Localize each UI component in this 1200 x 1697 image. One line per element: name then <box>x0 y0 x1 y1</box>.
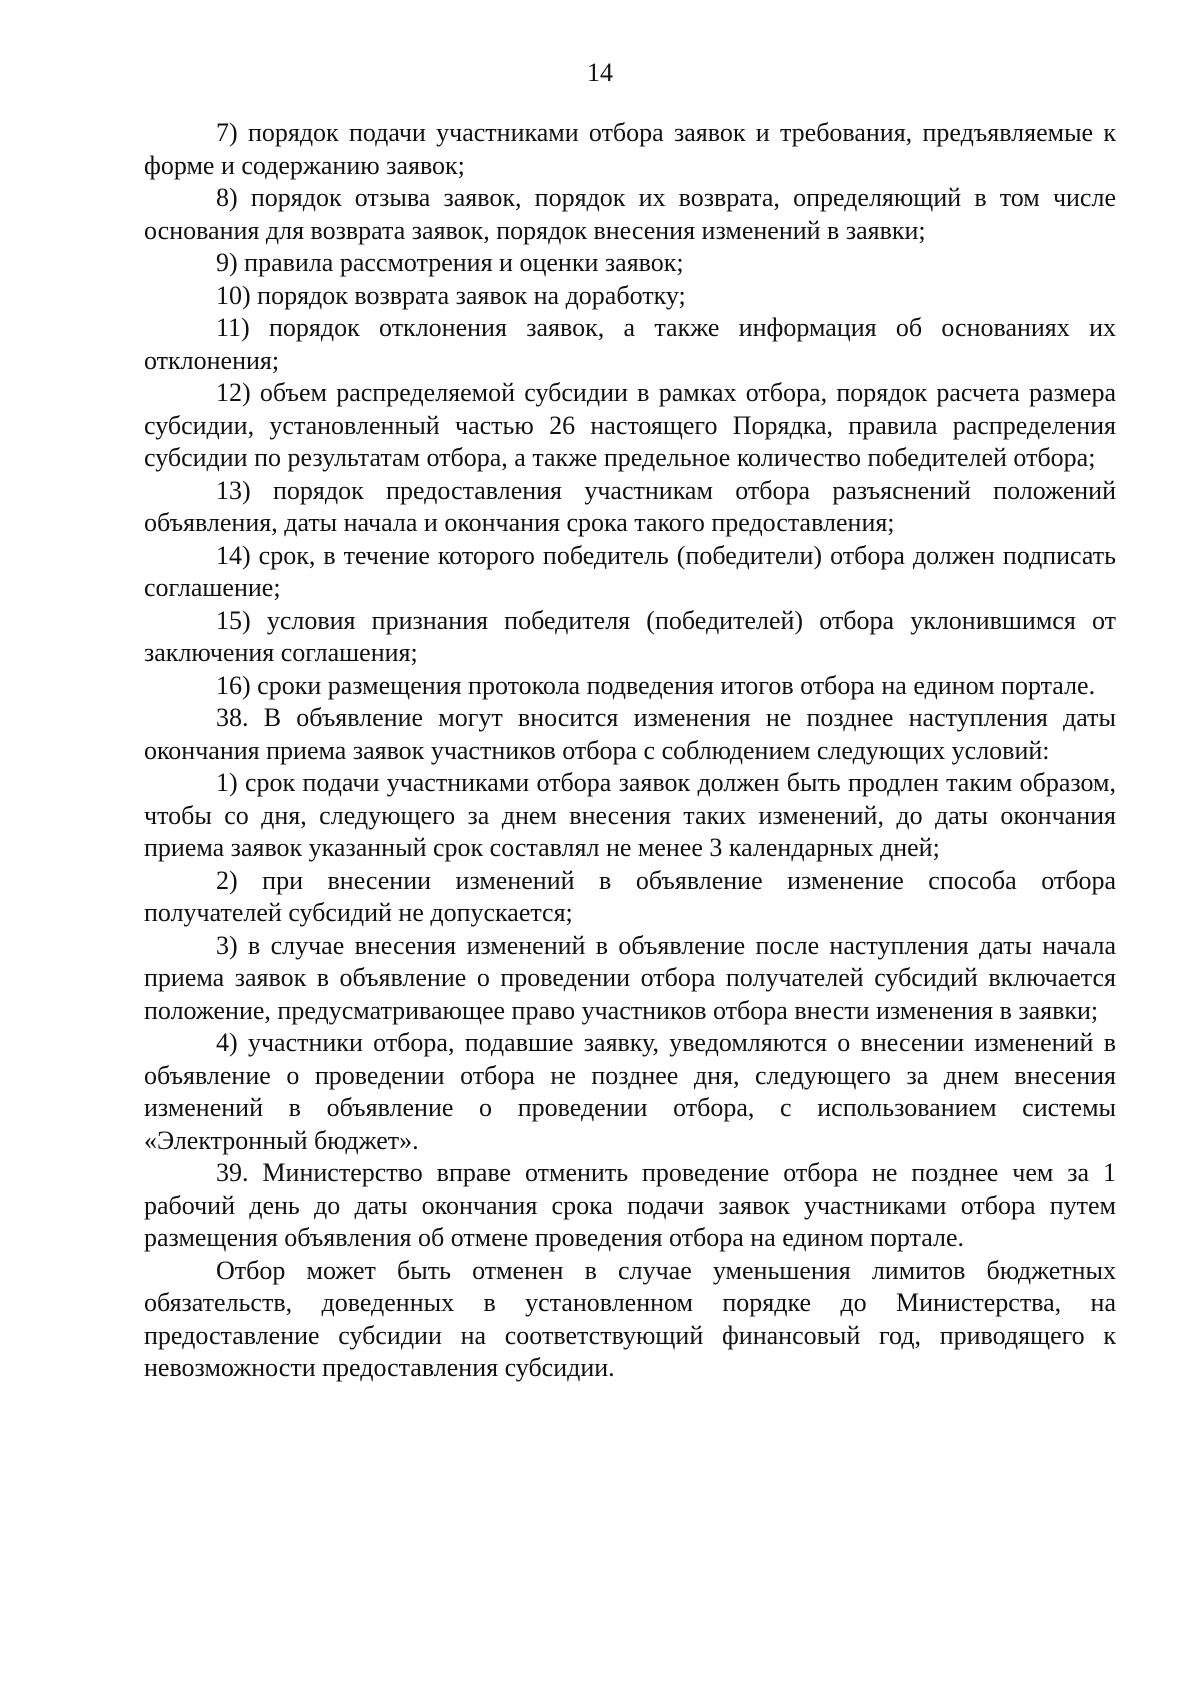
paragraph-item-14: 14) срок, в течение которого победитель (победители) отбора должен подписать соглашение; <box>144 540 1116 602</box>
paragraph-item-12: 12) объем распределяемой субсидии в рамках отбора, порядок расчета размера субсидии, установленный частью 26 настоящего Порядка, правила распределения субсидии по результатам отбора, а также предельное количество победителей отбора; <box>144 378 1116 472</box>
paragraph-cancellation-note: Отбор может быть отменен в случае уменьшения лимитов бюджетных обязательств, доведенных в установленном порядке до Министерства, на предоставление субсидии на соответствующий финансовый год, приводящего к невозможности предоставления субсидии. <box>144 1255 1116 1382</box>
paragraph-clause-39: 39. Министерство вправе отменить проведение отбора не позднее чем за 1 рабочий день до даты окончания срока подачи заявок участниками отбора путем размещения объявления об отмене проведения отбора на едином портале. <box>144 1158 1116 1252</box>
paragraph-item-15: 15) условия признания победителя (победителей) отбора уклонившимся от заключения соглашения; <box>144 605 1116 667</box>
paragraph-condition-2: 2) при внесении изменений в объявление изменение способа отбора получателей субсидий не допускается; <box>144 865 1116 927</box>
document-body <box>144 117 1116 1385</box>
paragraph-item-16: 16) сроки размещения протокола подведения итогов отбора на едином портале. <box>216 670 1096 700</box>
paragraph-condition-1: 1) срок подачи участниками отбора заявок должен быть продлен таким образом, чтобы со дня, следующего за днем внесения таких изменений, до даты окончания приема заявок указанный срок составлял не менее 3 календарных дней; <box>144 768 1116 862</box>
page-number: 14 <box>587 58 613 87</box>
paragraph-item-11: 11) порядок отклонения заявок, а также информация об основаниях их отклонения; <box>144 313 1116 375</box>
paragraph-clause-38: 38. В объявление могут вносится изменения не позднее наступления даты окончания приема заявок участников отбора с соблюдением следующих условий: <box>144 703 1116 765</box>
paragraph-item-9: 9) правила рассмотрения и оценки заявок; <box>216 248 684 277</box>
paragraph-item-7: 7) порядок подачи участниками отбора заявок и требования, предъявляемые к форме и содержанию заявок; <box>144 118 1116 180</box>
paragraph-item-10: 10) порядок возврата заявок на доработку; <box>216 280 686 310</box>
paragraph-item-13: 13) порядок предоставления участникам отбора разъяснений положений объявления, даты начала и окончания срока такого предоставления; <box>144 475 1116 537</box>
paragraph-condition-3: 3) в случае внесения изменений в объявление после наступления даты начала приема заявок в объявление о проведении отбора получателей субсидий включается положение, предусматривающее право участников отбора внести изменения в заявки; <box>144 930 1116 1025</box>
paragraph-item-8: 8) порядок отзыва заявок, порядок их возврата, определяющий в том числе основания для возврата заявок, порядок внесения изменений в заявки; <box>144 183 1116 245</box>
paragraph-condition-4: 4) участники отбора, подавшие заявку, уведомляются о внесении изменений в объявление о проведении отбора не позднее дня, следующего за днем внесения изменений в объявление о проведении отбора, с использованием системы «Электронный бюджет». <box>144 1028 1116 1155</box>
